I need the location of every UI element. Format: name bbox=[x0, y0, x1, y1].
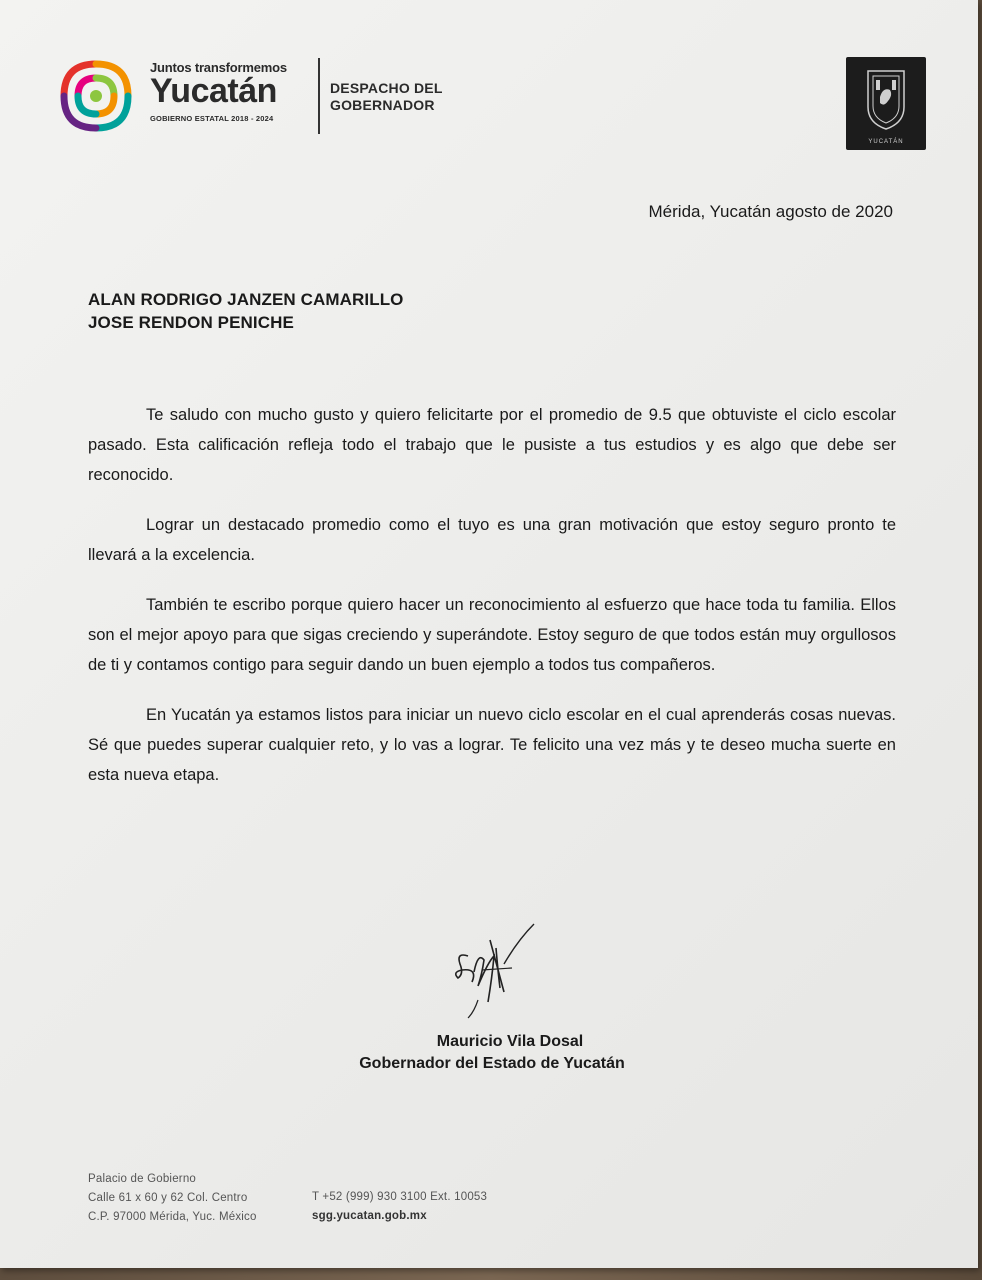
seal-label: YUCATÁN bbox=[868, 139, 904, 145]
footer-website: sgg.yucatan.gob.mx bbox=[312, 1210, 427, 1222]
letter-body bbox=[88, 400, 896, 810]
footer-contact bbox=[312, 1188, 487, 1226]
paragraph-3: También te escribo porque quiero hacer un reconocimiento al esfuerzo que hace toda tu familia. Ellos son el mejor apoyo para que sigas creciendo y superándote. Estoy seguro de que todos están muy orgullosos de ti y contamos contigo para seguir dando un buen ejemplo a todos tus compañeros. bbox=[88, 596, 896, 674]
footer-address-line-3: C.P. 97000 Mérida, Yuc. México bbox=[88, 1211, 257, 1223]
recipients bbox=[88, 288, 404, 334]
letter-date: Mérida, Yucatán agosto de 2020 bbox=[648, 202, 893, 221]
footer-address bbox=[88, 1170, 257, 1227]
signer-block bbox=[337, 1031, 647, 1075]
logo-wordmark bbox=[150, 60, 287, 123]
recipient-1: ALAN RODRIGO JANZEN CAMARILLO bbox=[88, 290, 404, 309]
footer-address-line-2: Calle 61 x 60 y 62 Col. Centro bbox=[88, 1192, 248, 1204]
paragraph-4: En Yucatán ya estamos listos para iniciar un nuevo ciclo escolar en el cual aprenderás cosas nuevas. Sé que puedes superar cualquier reto, y lo vas a lograr. Te felicito una vez más y te deseo mucha suerte en esta nueva etapa. bbox=[88, 706, 896, 784]
office-line-1: DESPACHO DEL bbox=[330, 80, 443, 96]
handwritten-signature-icon bbox=[438, 912, 548, 1022]
paragraph-1: Te saludo con mucho gusto y quiero felicitarte por el promedio de 9.5 que obtuviste el ciclo escolar pasado. Esta calificación refleja todo el trabajo que le pusiste a tus estudios y es algo que debe ser reconocido. bbox=[88, 406, 896, 484]
recipient-2: JOSE RENDON PENICHE bbox=[88, 313, 294, 332]
logo-subtitle: GOBIERNO ESTATAL 2018 - 2024 bbox=[150, 114, 274, 123]
signer-name: Mauricio Vila Dosal bbox=[436, 1033, 584, 1050]
footer-address-line-1: Palacio de Gobierno bbox=[88, 1173, 197, 1185]
state-seal-icon bbox=[846, 57, 926, 150]
footer-phone: T +52 (999) 930 3100 Ext. 10053 bbox=[312, 1191, 488, 1203]
signer-title: Gobernador del Estado de Yucatán bbox=[359, 1055, 625, 1072]
paragraph-2: Lograr un destacado promedio como el tuyo es una gran motivación que estoy seguro pronto te llevará a la excelencia. bbox=[88, 516, 896, 564]
logo-tagline: Juntos transformemos bbox=[150, 60, 287, 75]
logo-name: Yucatán bbox=[150, 72, 277, 110]
office-name bbox=[330, 80, 443, 114]
office-line-2: GOBERNADOR bbox=[330, 97, 435, 113]
yucatan-logo-icon bbox=[56, 56, 136, 136]
header-divider bbox=[318, 58, 320, 134]
